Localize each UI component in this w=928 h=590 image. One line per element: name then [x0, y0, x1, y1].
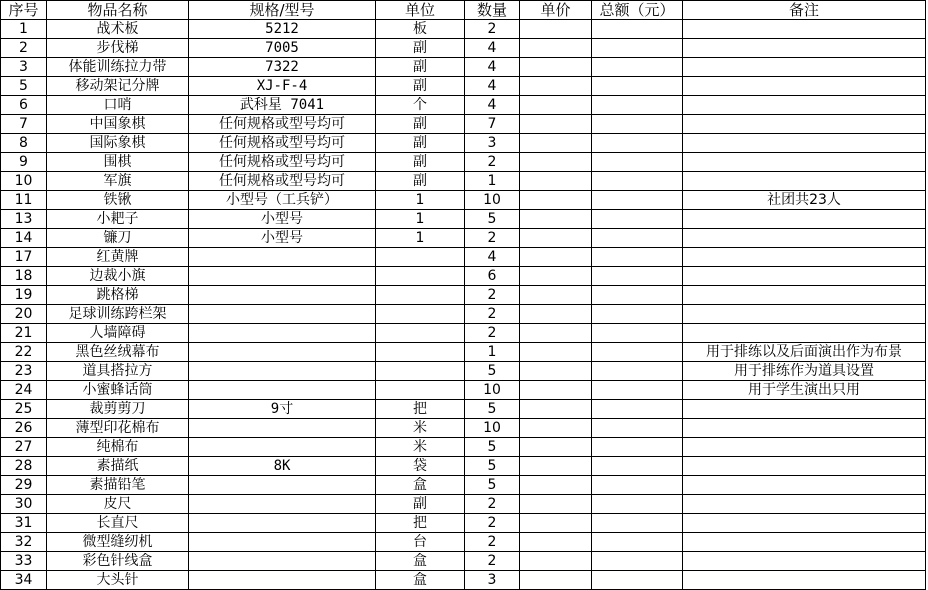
cell-total[interactable] [592, 20, 683, 39]
cell-unit[interactable]: 把 [376, 514, 465, 533]
cell-unit-price[interactable] [520, 305, 592, 324]
cell-unit-price[interactable] [520, 552, 592, 571]
cell-total[interactable] [592, 495, 683, 514]
cell-quantity[interactable]: 5 [465, 457, 520, 476]
cell-item-name[interactable]: 彩色针线盒 [47, 552, 189, 571]
cell-remark[interactable]: 用于排练以及后面演出作为布景 [683, 343, 926, 362]
cell-spec[interactable]: 小型号 [189, 210, 376, 229]
header-total[interactable]: 总额（元） [592, 1, 683, 20]
cell-item-name[interactable]: 人墙障碍 [47, 324, 189, 343]
cell-quantity[interactable]: 10 [465, 381, 520, 400]
cell-index[interactable]: 19 [1, 286, 47, 305]
table-row [1, 476, 926, 495]
cell-item-name[interactable]: 小蜜蜂话筒 [47, 381, 189, 400]
cell-unit[interactable]: 米 [376, 419, 465, 438]
cell-spec[interactable] [189, 495, 376, 514]
cell-spec[interactable]: 8K [189, 457, 376, 476]
header-unit-price[interactable]: 单价 [520, 1, 592, 20]
cell-total[interactable] [592, 381, 683, 400]
cell-item-name[interactable]: 镰刀 [47, 229, 189, 248]
cell-unit-price[interactable] [520, 20, 592, 39]
cell-index[interactable]: 6 [1, 96, 47, 115]
cell-total[interactable] [592, 191, 683, 210]
cell-index[interactable]: 18 [1, 267, 47, 286]
cell-remark[interactable] [683, 514, 926, 533]
cell-item-name[interactable]: 军旗 [47, 172, 189, 191]
cell-index[interactable]: 9 [1, 153, 47, 172]
header-row [1, 1, 926, 20]
table-row [1, 153, 926, 172]
cell-quantity[interactable]: 2 [465, 153, 520, 172]
table-row [1, 248, 926, 267]
cell-spec[interactable] [189, 305, 376, 324]
table-row [1, 191, 926, 210]
cell-item-name[interactable]: 围棋 [47, 153, 189, 172]
cell-total[interactable] [592, 343, 683, 362]
cell-unit[interactable] [376, 286, 465, 305]
cell-remark[interactable] [683, 533, 926, 552]
cell-quantity[interactable]: 7 [465, 115, 520, 134]
cell-index[interactable]: 5 [1, 77, 47, 96]
cell-index[interactable]: 13 [1, 210, 47, 229]
cell-quantity[interactable]: 2 [465, 552, 520, 571]
cell-remark[interactable]: 社团共23人 [683, 191, 926, 210]
table-row [1, 400, 926, 419]
cell-remark[interactable] [683, 210, 926, 229]
table-row [1, 381, 926, 400]
cell-item-name[interactable]: 红黄牌 [47, 248, 189, 267]
cell-quantity[interactable]: 2 [465, 20, 520, 39]
cell-remark[interactable] [683, 267, 926, 286]
cell-unit-price[interactable] [520, 229, 592, 248]
cell-unit[interactable]: 个 [376, 96, 465, 115]
cell-index[interactable]: 20 [1, 305, 47, 324]
cell-spec[interactable]: 任何规格或型号均可 [189, 172, 376, 191]
cell-item-name[interactable]: 国际象棋 [47, 134, 189, 153]
cell-remark[interactable] [683, 153, 926, 172]
cell-item-name[interactable]: 体能训练拉力带 [47, 58, 189, 77]
cell-remark[interactable] [683, 115, 926, 134]
table-row [1, 343, 926, 362]
cell-unit[interactable] [376, 343, 465, 362]
cell-total[interactable] [592, 571, 683, 590]
cell-total[interactable] [592, 39, 683, 58]
table-row [1, 552, 926, 571]
cell-spec[interactable]: 7005 [189, 39, 376, 58]
cell-index[interactable]: 31 [1, 514, 47, 533]
cell-unit[interactable]: 盒 [376, 476, 465, 495]
table-row [1, 134, 926, 153]
cell-spec[interactable]: 5212 [189, 20, 376, 39]
cell-unit-price[interactable] [520, 39, 592, 58]
cell-unit[interactable]: 1 [376, 210, 465, 229]
cell-total[interactable] [592, 210, 683, 229]
cell-spec[interactable]: 任何规格或型号均可 [189, 134, 376, 153]
cell-quantity[interactable]: 3 [465, 134, 520, 153]
cell-total[interactable] [592, 77, 683, 96]
cell-remark[interactable] [683, 495, 926, 514]
table-row [1, 457, 926, 476]
table-row [1, 20, 926, 39]
cell-unit-price[interactable] [520, 153, 592, 172]
header-quantity[interactable]: 数量 [465, 1, 520, 20]
cell-quantity[interactable]: 2 [465, 324, 520, 343]
cell-quantity[interactable]: 4 [465, 248, 520, 267]
cell-unit-price[interactable] [520, 400, 592, 419]
cell-quantity[interactable]: 5 [465, 438, 520, 457]
cell-index[interactable]: 11 [1, 191, 47, 210]
cell-spec[interactable] [189, 419, 376, 438]
cell-item-name[interactable]: 微型缝纫机 [47, 533, 189, 552]
cell-total[interactable] [592, 362, 683, 381]
cell-quantity[interactable]: 6 [465, 267, 520, 286]
cell-item-name[interactable]: 黑色丝绒幕布 [47, 343, 189, 362]
cell-index[interactable]: 14 [1, 229, 47, 248]
cell-unit[interactable]: 副 [376, 495, 465, 514]
cell-quantity[interactable]: 4 [465, 77, 520, 96]
cell-remark[interactable] [683, 172, 926, 191]
cell-unit-price[interactable] [520, 457, 592, 476]
cell-spec[interactable]: 小型号 [189, 229, 376, 248]
cell-unit[interactable]: 盒 [376, 552, 465, 571]
cell-unit-price[interactable] [520, 476, 592, 495]
cell-quantity[interactable]: 1 [465, 343, 520, 362]
cell-remark[interactable] [683, 457, 926, 476]
table-row [1, 495, 926, 514]
cell-total[interactable] [592, 286, 683, 305]
cell-remark[interactable] [683, 438, 926, 457]
cell-remark[interactable] [683, 476, 926, 495]
cell-total[interactable] [592, 305, 683, 324]
cell-unit[interactable] [376, 324, 465, 343]
table-row [1, 115, 926, 134]
cell-quantity[interactable]: 4 [465, 39, 520, 58]
cell-spec[interactable]: 武科星 7041 [189, 96, 376, 115]
cell-item-name[interactable]: 道具搭拉方 [47, 362, 189, 381]
cell-remark[interactable]: 用于排练作为道具设置 [683, 362, 926, 381]
cell-quantity[interactable]: 3 [465, 571, 520, 590]
cell-total[interactable] [592, 134, 683, 153]
cell-unit-price[interactable] [520, 533, 592, 552]
cell-index[interactable]: 3 [1, 58, 47, 77]
cell-quantity[interactable]: 5 [465, 210, 520, 229]
cell-unit[interactable] [376, 362, 465, 381]
cell-index[interactable]: 28 [1, 457, 47, 476]
header-spec[interactable]: 规格/型号 [189, 1, 376, 20]
cell-total[interactable] [592, 400, 683, 419]
header-item-name[interactable]: 物品名称 [47, 1, 189, 20]
cell-unit[interactable]: 副 [376, 39, 465, 58]
cell-remark[interactable] [683, 305, 926, 324]
table-row [1, 305, 926, 324]
cell-total[interactable] [592, 172, 683, 191]
cell-quantity[interactable]: 2 [465, 514, 520, 533]
cell-remark[interactable] [683, 552, 926, 571]
cell-index[interactable]: 25 [1, 400, 47, 419]
cell-spec[interactable] [189, 248, 376, 267]
cell-unit[interactable]: 板 [376, 20, 465, 39]
cell-index[interactable]: 1 [1, 20, 47, 39]
cell-index[interactable]: 21 [1, 324, 47, 343]
cell-item-name[interactable]: 步伐梯 [47, 39, 189, 58]
cell-item-name[interactable]: 口哨 [47, 96, 189, 115]
cell-quantity[interactable]: 2 [465, 533, 520, 552]
cell-remark[interactable] [683, 400, 926, 419]
cell-unit-price[interactable] [520, 514, 592, 533]
cell-index[interactable]: 27 [1, 438, 47, 457]
cell-spec[interactable]: 小型号（工兵铲） [189, 191, 376, 210]
cell-total[interactable] [592, 552, 683, 571]
cell-item-name[interactable]: 中国象棋 [47, 115, 189, 134]
cell-item-name[interactable]: 裁剪剪刀 [47, 400, 189, 419]
cell-unit-price[interactable] [520, 191, 592, 210]
cell-spec[interactable] [189, 381, 376, 400]
cell-item-name[interactable]: 薄型印花棉布 [47, 419, 189, 438]
cell-unit[interactable] [376, 248, 465, 267]
table-row [1, 96, 926, 115]
table-row [1, 286, 926, 305]
cell-remark[interactable] [683, 324, 926, 343]
cell-index[interactable]: 29 [1, 476, 47, 495]
cell-unit[interactable]: 台 [376, 533, 465, 552]
cell-unit[interactable]: 袋 [376, 457, 465, 476]
cell-quantity[interactable]: 2 [465, 305, 520, 324]
cell-item-name[interactable]: 边裁小旗 [47, 267, 189, 286]
cell-total[interactable] [592, 476, 683, 495]
cell-unit-price[interactable] [520, 419, 592, 438]
table-row [1, 39, 926, 58]
cell-unit[interactable]: 1 [376, 191, 465, 210]
cell-unit[interactable] [376, 267, 465, 286]
cell-unit-price[interactable] [520, 438, 592, 457]
header-index[interactable]: 序号 [1, 1, 47, 20]
cell-index[interactable]: 23 [1, 362, 47, 381]
cell-quantity[interactable]: 10 [465, 191, 520, 210]
cell-total[interactable] [592, 58, 683, 77]
cell-spec[interactable] [189, 476, 376, 495]
cell-quantity[interactable]: 2 [465, 286, 520, 305]
cell-unit[interactable]: 盒 [376, 571, 465, 590]
table-row [1, 362, 926, 381]
table-row [1, 419, 926, 438]
cell-total[interactable] [592, 267, 683, 286]
cell-unit-price[interactable] [520, 115, 592, 134]
cell-unit[interactable] [376, 305, 465, 324]
cell-unit-price[interactable] [520, 134, 592, 153]
cell-total[interactable] [592, 457, 683, 476]
cell-index[interactable]: 30 [1, 495, 47, 514]
cell-index[interactable]: 2 [1, 39, 47, 58]
cell-unit[interactable]: 副 [376, 134, 465, 153]
table-row [1, 267, 926, 286]
cell-item-name[interactable]: 素描铅笔 [47, 476, 189, 495]
cell-spec[interactable]: 7322 [189, 58, 376, 77]
cell-remark[interactable] [683, 286, 926, 305]
cell-quantity[interactable]: 4 [465, 96, 520, 115]
cell-item-name[interactable]: 长直尺 [47, 514, 189, 533]
cell-spec[interactable] [189, 286, 376, 305]
cell-unit-price[interactable] [520, 77, 592, 96]
cell-unit[interactable]: 副 [376, 153, 465, 172]
cell-quantity[interactable]: 5 [465, 362, 520, 381]
cell-remark[interactable] [683, 248, 926, 267]
cell-unit-price[interactable] [520, 267, 592, 286]
cell-spec[interactable]: 任何规格或型号均可 [189, 153, 376, 172]
cell-quantity[interactable]: 1 [465, 172, 520, 191]
cell-unit-price[interactable] [520, 96, 592, 115]
cell-spec[interactable] [189, 552, 376, 571]
cell-quantity[interactable]: 10 [465, 419, 520, 438]
cell-total[interactable] [592, 324, 683, 343]
cell-remark[interactable] [683, 134, 926, 153]
table-row [1, 58, 926, 77]
cell-unit-price[interactable] [520, 248, 592, 267]
header-unit[interactable]: 单位 [376, 1, 465, 20]
cell-remark[interactable] [683, 419, 926, 438]
cell-spec[interactable]: 9寸 [189, 400, 376, 419]
cell-unit[interactable] [376, 381, 465, 400]
cell-remark[interactable] [683, 77, 926, 96]
cell-remark[interactable] [683, 39, 926, 58]
cell-index[interactable]: 32 [1, 533, 47, 552]
cell-spec[interactable] [189, 438, 376, 457]
table-row [1, 514, 926, 533]
cell-total[interactable] [592, 153, 683, 172]
cell-total[interactable] [592, 438, 683, 457]
cell-spec[interactable] [189, 343, 376, 362]
cell-unit[interactable]: 副 [376, 58, 465, 77]
cell-unit[interactable]: 1 [376, 229, 465, 248]
table-row [1, 533, 926, 552]
cell-unit-price[interactable] [520, 58, 592, 77]
cell-spec[interactable] [189, 267, 376, 286]
cell-total[interactable] [592, 419, 683, 438]
cell-index[interactable]: 33 [1, 552, 47, 571]
cell-index[interactable]: 26 [1, 419, 47, 438]
cell-item-name[interactable]: 小耙子 [47, 210, 189, 229]
cell-quantity[interactable]: 5 [465, 476, 520, 495]
cell-unit[interactable]: 副 [376, 115, 465, 134]
cell-remark[interactable] [683, 96, 926, 115]
cell-index[interactable]: 17 [1, 248, 47, 267]
table-row [1, 210, 926, 229]
cell-total[interactable] [592, 115, 683, 134]
cell-unit[interactable]: 副 [376, 172, 465, 191]
cell-unit[interactable]: 把 [376, 400, 465, 419]
cell-total[interactable] [592, 229, 683, 248]
cell-unit-price[interactable] [520, 324, 592, 343]
cell-spec[interactable] [189, 324, 376, 343]
table-row [1, 324, 926, 343]
cell-spec[interactable] [189, 533, 376, 552]
cell-total[interactable] [592, 248, 683, 267]
cell-item-name[interactable]: 铁锹 [47, 191, 189, 210]
header-remark[interactable]: 备注 [683, 1, 926, 20]
cell-index[interactable]: 8 [1, 134, 47, 153]
cell-index[interactable]: 7 [1, 115, 47, 134]
cell-item-name[interactable]: 皮尺 [47, 495, 189, 514]
cell-index[interactable]: 22 [1, 343, 47, 362]
cell-spec[interactable] [189, 362, 376, 381]
cell-unit-price[interactable] [520, 495, 592, 514]
cell-remark[interactable]: 用于学生演出只用 [683, 381, 926, 400]
table-row [1, 77, 926, 96]
table-row [1, 229, 926, 248]
cell-index[interactable]: 10 [1, 172, 47, 191]
cell-spec[interactable]: XJ-F-4 [189, 77, 376, 96]
cell-unit-price[interactable] [520, 210, 592, 229]
cell-remark[interactable] [683, 571, 926, 590]
cell-unit[interactable]: 副 [376, 77, 465, 96]
table-row [1, 172, 926, 191]
table-row [1, 571, 926, 590]
cell-item-name[interactable]: 战术板 [47, 20, 189, 39]
cell-total[interactable] [592, 533, 683, 552]
cell-item-name[interactable]: 大头针 [47, 571, 189, 590]
cell-remark[interactable] [683, 20, 926, 39]
table-body [1, 20, 926, 590]
cell-total[interactable] [592, 514, 683, 533]
cell-remark[interactable] [683, 229, 926, 248]
cell-total[interactable] [592, 96, 683, 115]
table-row [1, 438, 926, 457]
cell-spec[interactable] [189, 571, 376, 590]
cell-quantity[interactable]: 2 [465, 495, 520, 514]
cell-quantity[interactable]: 2 [465, 229, 520, 248]
cell-spec[interactable]: 任何规格或型号均可 [189, 115, 376, 134]
cell-unit-price[interactable] [520, 172, 592, 191]
cell-unit-price[interactable] [520, 286, 592, 305]
cell-item-name[interactable]: 素描纸 [47, 457, 189, 476]
cell-spec[interactable] [189, 514, 376, 533]
cell-unit-price[interactable] [520, 362, 592, 381]
cell-index[interactable]: 34 [1, 571, 47, 590]
cell-index[interactable]: 24 [1, 381, 47, 400]
cell-item-name[interactable]: 跳格梯 [47, 286, 189, 305]
cell-item-name[interactable]: 足球训练跨栏架 [47, 305, 189, 324]
cell-unit[interactable]: 米 [376, 438, 465, 457]
cell-quantity[interactable]: 4 [465, 58, 520, 77]
cell-remark[interactable] [683, 58, 926, 77]
cell-item-name[interactable]: 纯棉布 [47, 438, 189, 457]
cell-unit-price[interactable] [520, 343, 592, 362]
cell-unit-price[interactable] [520, 381, 592, 400]
cell-item-name[interactable]: 移动架记分牌 [47, 77, 189, 96]
cell-quantity[interactable]: 5 [465, 400, 520, 419]
cell-unit-price[interactable] [520, 571, 592, 590]
